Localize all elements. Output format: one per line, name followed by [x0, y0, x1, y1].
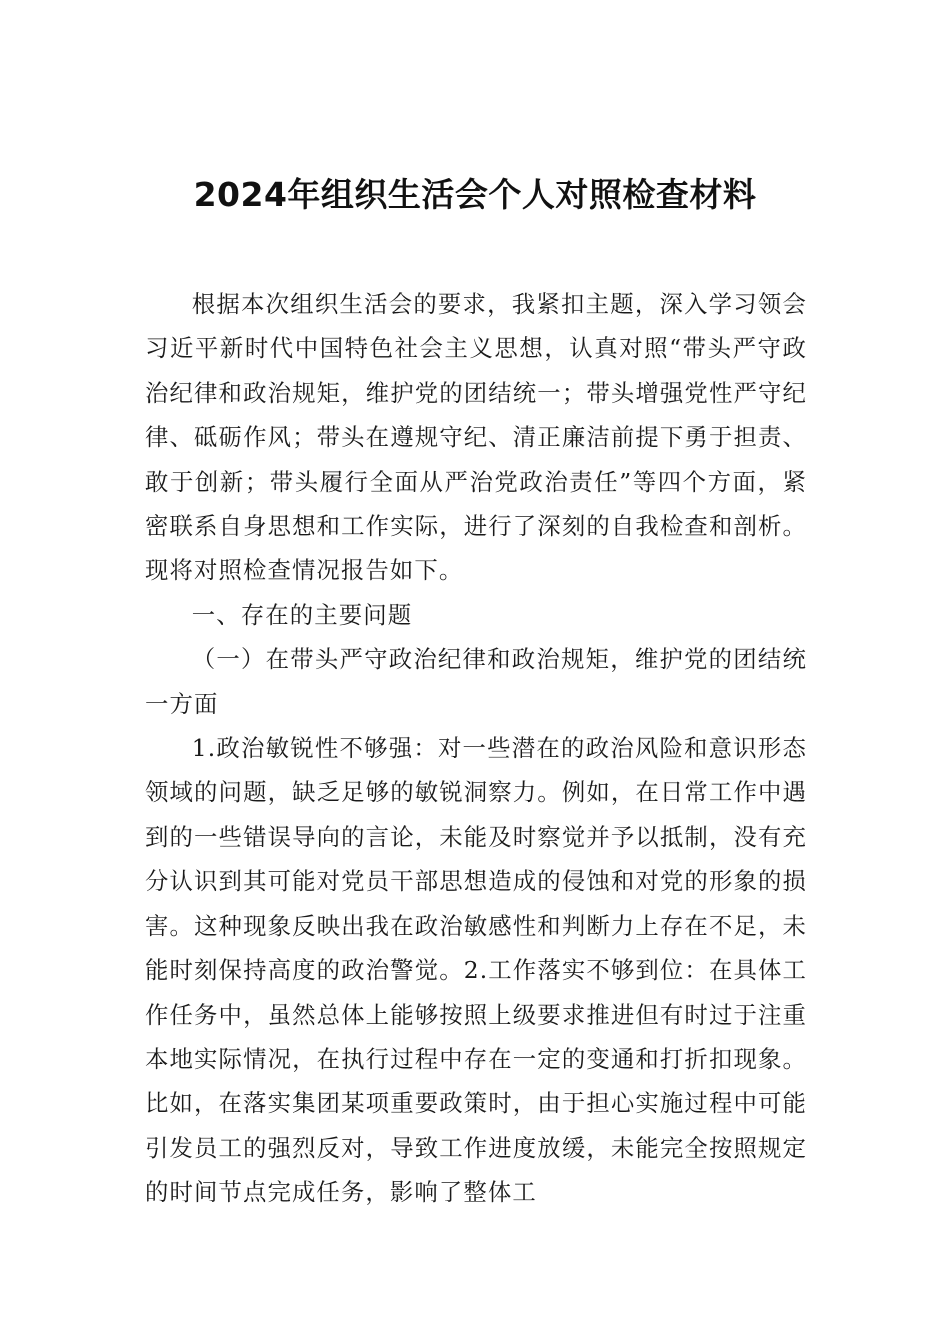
- body-paragraph: 1.政治敏锐性不够强：对一些潜在的政治风险和意识形态领域的问题，缺乏足够的敏锐洞察力。例如，在日常工作中遇到的一些错误导向的言论，未能及时察觉并予以抵制，没有充分认识到其可能对党员干部思想造成的侵蚀和对党的形象的损害。这种现象反映出我在政治敏感性和判断力上存在不足，未能时刻保持高度的政治警觉。2.工作落实不够到位：在具体工作任务中，虽然总体上能够按照上级要求推进但有时过于注重本地实际情况，在执行过程中存在一定的变通和打折扣现象。比如，在落实集团某项重要政策时，由于担心实施过程中可能引发员工的强烈反对，导致工作进度放缓，未能完全按照规定的时间节点完成任务，影响了整体工: [145, 734, 807, 1207]
- section-heading: 一、存在的主要问题: [191, 600, 413, 629]
- intro-paragraph: 根据本次组织生活会的要求，我紧扣主题，深入学习领会习近平新时代中国特色社会主义思想，认真对照“带头严守政治纪律和政治规矩，维护党的团结统一；带头增强党性严守纪律、砥砺作风；带头在遵规守纪、清正廉洁前提下勇于担责、敢于创新；带头履行全面从严治党政治责任”等四个方面，紧密联系自身思想和工作实际，进行了深刻的自我检查和剖析。现将对照检查情况报告如下。: [145, 290, 807, 585]
- subsection-heading: （一）在带头严守政治纪律和政治规矩，维护党的团结统一方面: [145, 645, 807, 718]
- document-body: [145, 282, 807, 1215]
- document-title: 2024年组织生活会个人对照检查材料: [193, 175, 757, 214]
